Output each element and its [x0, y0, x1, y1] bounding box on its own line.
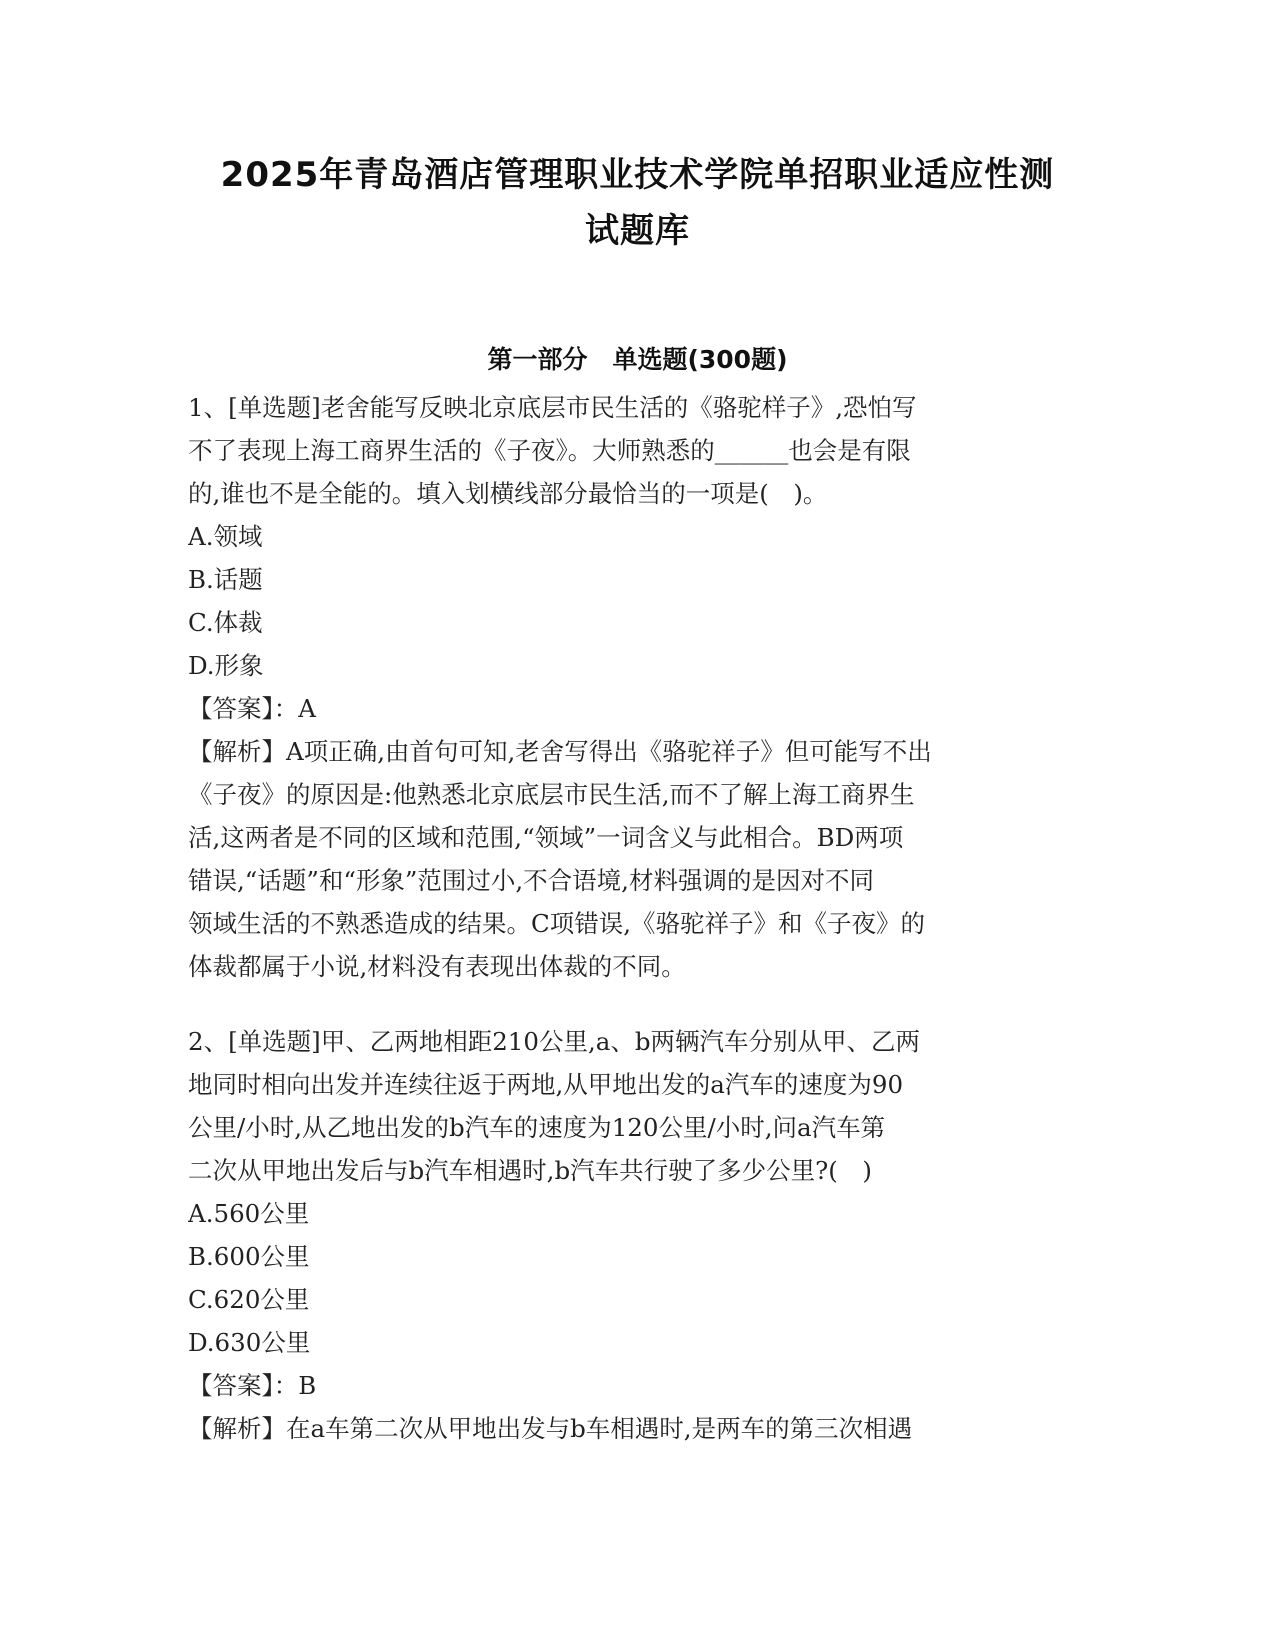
analysis-line: 体裁都属于小说,材料没有表现出体裁的不同。 [188, 952, 686, 981]
analysis-line: 活,这两者是不同的区域和范围,“领域”一词含义与此相合。BD两项 [188, 823, 904, 852]
question-stem-line: 二次从甲地出发后与b汽车相遇时,b汽车共行驶了多少公里?( ) [188, 1156, 872, 1185]
option-a: A.领域 [188, 522, 263, 551]
option-d: D.630公里 [188, 1328, 311, 1357]
option-a: A.560公里 [188, 1199, 310, 1228]
answer-line: 【答案】：B [188, 1371, 317, 1400]
analysis-line: 【解析】在a车第二次从甲地出发与b车相遇时,是两车的第三次相遇 [188, 1414, 913, 1443]
document-title-line-1: 2025年青岛酒店管理职业技术学院单招职业适应性测 [220, 155, 1055, 195]
option-b: B.600公里 [188, 1242, 310, 1271]
question-stem-line: 的,谁也不是全能的。填入划横线部分最恰当的一项是( )。 [188, 479, 828, 508]
question-1 [188, 386, 1088, 988]
option-d: D.形象 [188, 651, 264, 680]
section-heading: 第一部分 单选题(300题) [487, 345, 788, 374]
question-stem-line: 公里/小时,从乙地出发的b汽车的速度为120公里/小时,问a汽车第 [188, 1113, 886, 1142]
analysis-line: 【解析】A项正确,由首句可知,老舍写得出《骆驼祥子》但可能写不出 [188, 737, 932, 766]
analysis-line: 《子夜》的原因是:他熟悉北京底层市民生活,而不了解上海工商界生 [188, 780, 915, 809]
question-stem-line: 地同时相向出发并连续往返于两地,从甲地出发的a汽车的速度为90 [188, 1070, 904, 1099]
option-c: C.620公里 [188, 1285, 310, 1314]
answer-line: 【答案】：A [188, 694, 316, 723]
question-stem-line: 不了表现上海工商界生活的《子夜》。大师熟悉的______也会是有限 [188, 436, 911, 465]
analysis-line: 领域生活的不熟悉造成的结果。C项错误,《骆驼祥子》和《子夜》的 [188, 909, 926, 938]
question-stem-line: 1、[单选题]老舍能写反映北京底层市民生活的《骆驼样子》,恐怕写 [188, 393, 917, 422]
option-c: C.体裁 [188, 608, 263, 637]
option-b: B.话题 [188, 565, 263, 594]
question-stem-line: 2、[单选题]甲、乙两地相距210公里,a、b两辆汽车分别从甲、乙两 [188, 1027, 921, 1056]
analysis-line: 错误,“话题”和“形象”范围过小,不合语境,材料强调的是因对不同 [188, 866, 874, 895]
question-2 [188, 1020, 1088, 1450]
document-title-line-2: 试题库 [585, 211, 690, 251]
